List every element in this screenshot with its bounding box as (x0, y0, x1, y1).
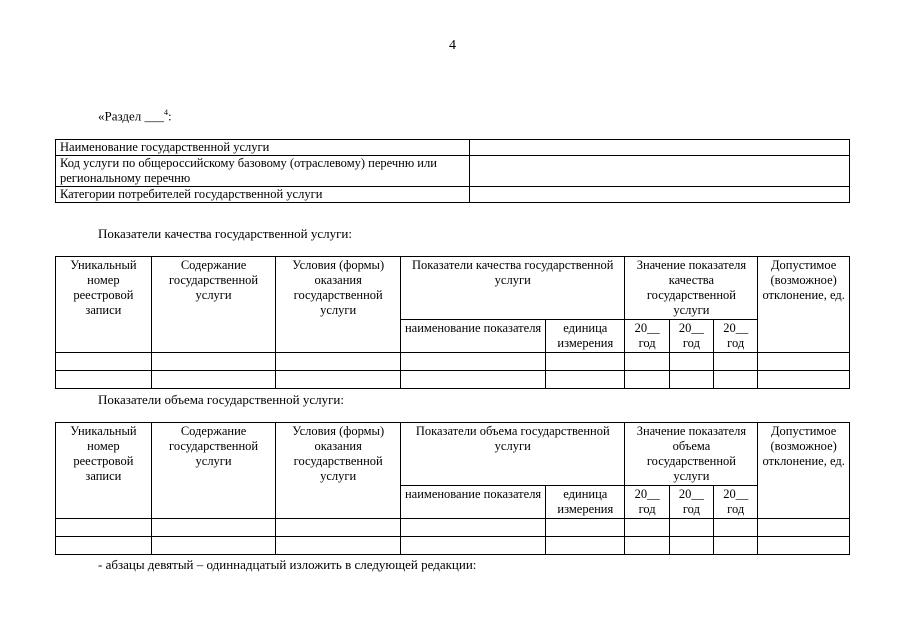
col-year: 20__ год (714, 486, 758, 519)
col-year: 20__ год (625, 486, 669, 519)
page-number: 4 (449, 38, 456, 53)
col-indicator-name: наименование показателя (400, 320, 545, 353)
table-header-row (56, 423, 850, 486)
service-consumers-label: Категории потребителей государственной услуги (56, 187, 470, 203)
col-unique: Уникальный номер реестровой записи (56, 423, 152, 519)
col-year: 20__ год (714, 320, 758, 353)
service-info-table (55, 139, 850, 203)
col-year: 20__ год (669, 320, 713, 353)
col-content: Содержание государственной услуги (151, 257, 276, 353)
col-conditions: Условия (формы) оказания государственной услуги (276, 423, 401, 519)
section-heading: «Раздел ___$^4$: (98, 108, 172, 124)
table-row (56, 187, 850, 203)
quality-table (55, 256, 850, 389)
volume-table (55, 422, 850, 555)
service-code-label: Код услуги по общероссийскому базовому (отраслевому) перечню или региональному перечню (56, 156, 470, 187)
col-indicator-name: наименование показателя (400, 486, 545, 519)
service-name-value (470, 140, 850, 156)
col-conditions: Условия (формы) оказания государственной услуги (276, 257, 401, 353)
col-indicator-unit: единица измерения (546, 320, 625, 353)
col-value: Значение показателя объема государственной услуги (625, 423, 758, 486)
col-indicators: Показатели качества государственной услуги (400, 257, 625, 320)
col-year: 20__ год (625, 320, 669, 353)
col-year: 20__ год (669, 486, 713, 519)
table-row (56, 371, 850, 389)
table-row (56, 519, 850, 537)
col-value: Значение показателя качества государственной услуги (625, 257, 758, 320)
volume-caption: Показатели объема государственной услуги: (98, 392, 344, 407)
service-name-label: Наименование государственной услуги (56, 140, 470, 156)
col-indicators: Показатели объема государственной услуги (400, 423, 625, 486)
col-content: Содержание государственной услуги (151, 423, 276, 519)
service-consumers-value (470, 187, 850, 203)
quality-caption: Показатели качества государственной услуги: (98, 226, 352, 241)
table-row (56, 537, 850, 555)
service-code-value (470, 156, 850, 187)
table-row (56, 140, 850, 156)
col-deviation: Допустимое (возможное) отклонение, ед. (758, 423, 850, 519)
col-unique: Уникальный номер реестровой записи (56, 257, 152, 353)
col-indicator-unit: единица измерения (546, 486, 625, 519)
table-row (56, 353, 850, 371)
table-row (56, 156, 850, 187)
amendment-text: - абзацы девятый – одиннадцатый изложить в следующей редакции: (98, 557, 477, 572)
table-header-row (56, 257, 850, 320)
col-deviation: Допустимое (возможное) отклонение, ед. (758, 257, 850, 353)
